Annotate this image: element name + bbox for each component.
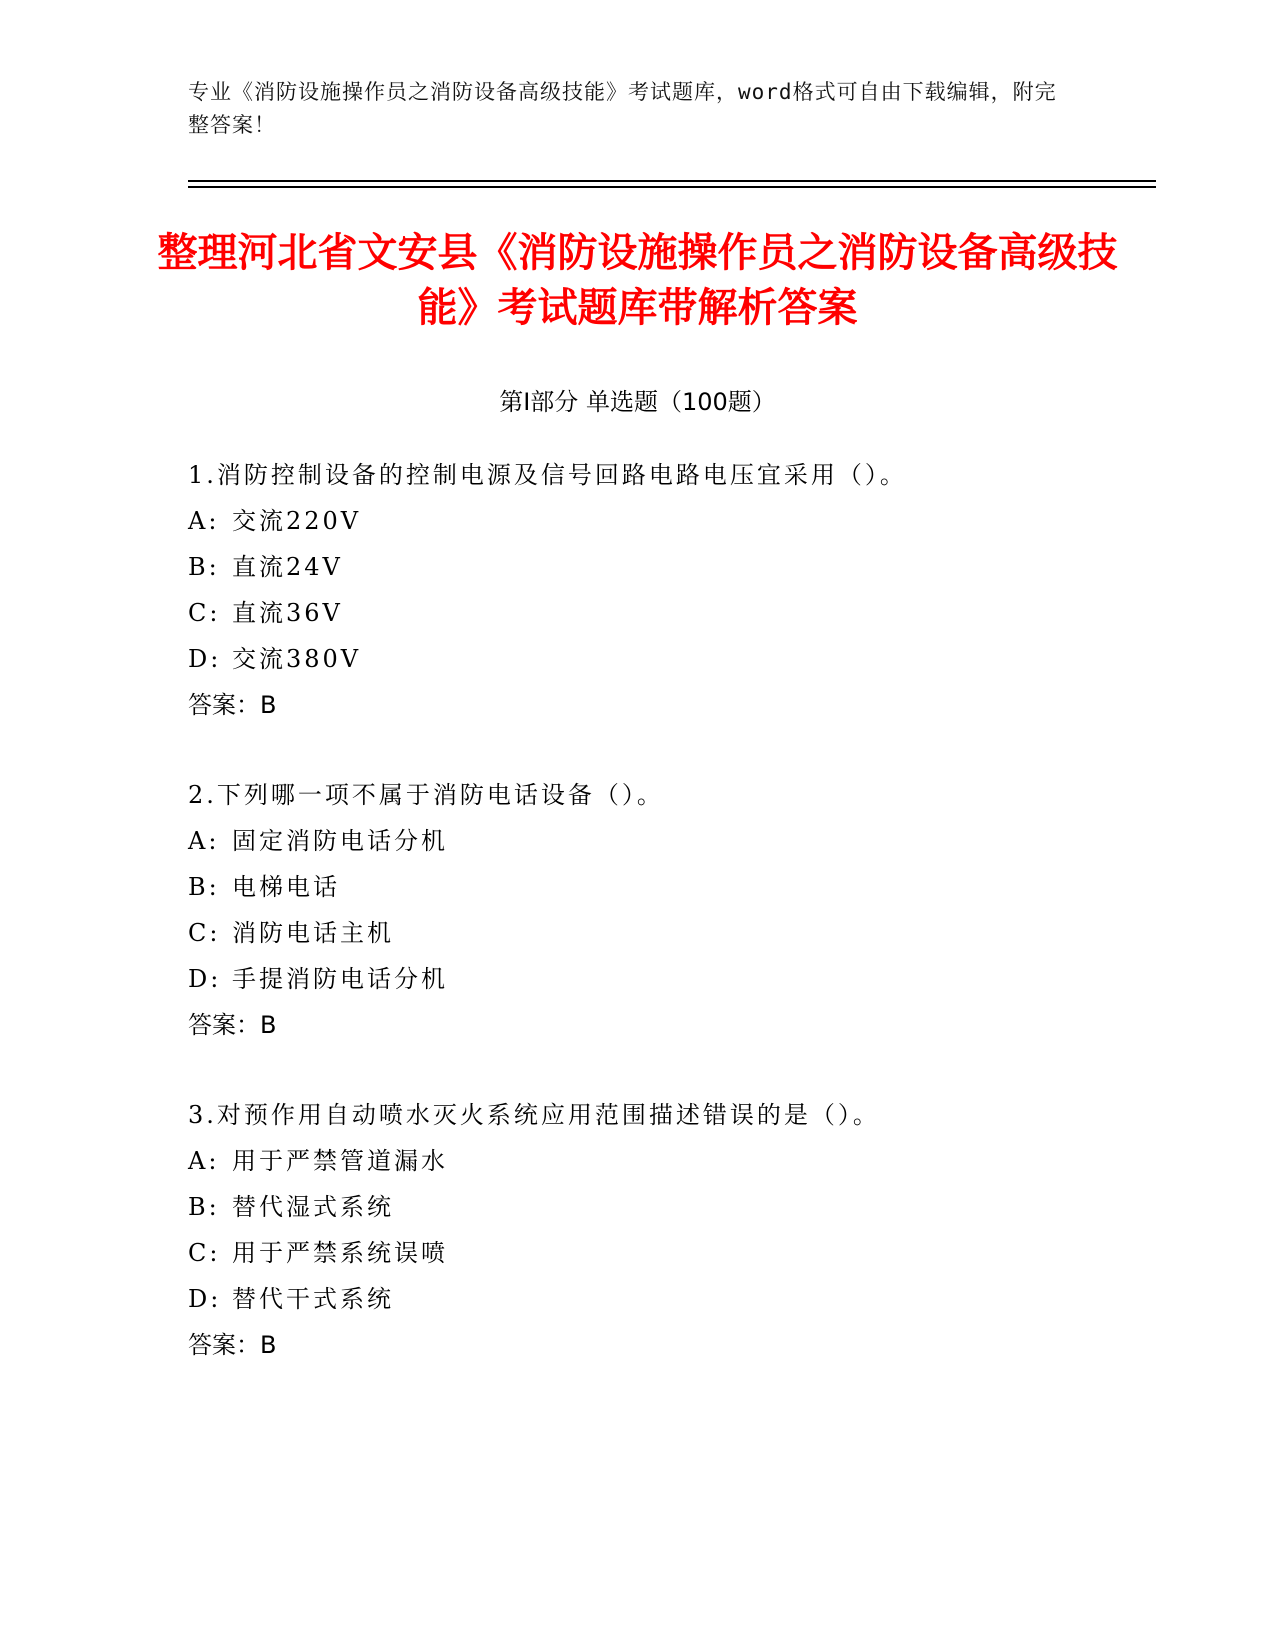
option-key: B: <box>188 553 220 581</box>
option-key: C: <box>188 1239 221 1267</box>
option-d <box>188 1276 1148 1322</box>
option-d <box>188 956 1148 1002</box>
document-title: 整理河北省文安县《消防设施操作员之消防设备高级技能》考试题库带解析答案 <box>157 230 1118 331</box>
option-a <box>188 818 1148 864</box>
option-text: 固定消防电话分机 <box>232 827 448 855</box>
answer-line: 答案：B <box>188 1011 277 1039</box>
question-stem: 1.消防控制设备的控制电源及信号回路电路电压宜采用（）。 <box>188 461 907 489</box>
option-key: A: <box>188 507 220 535</box>
option-key: C: <box>188 599 221 627</box>
answer-line: 答案：B <box>188 1331 277 1359</box>
question-stem: 3.对预作用自动喷水灭火系统应用范围描述错误的是（）。 <box>188 1101 880 1129</box>
option-key: C: <box>188 919 221 947</box>
option-a <box>188 1138 1148 1184</box>
option-b <box>188 1184 1148 1230</box>
option-text: 替代湿式系统 <box>232 1193 394 1221</box>
section-heading: 第Ⅰ部分 单选题（100题） <box>499 388 776 416</box>
option-text: 直流24V <box>232 553 343 581</box>
option-text: 交流220V <box>232 507 362 535</box>
option-a <box>188 498 1148 544</box>
question-block <box>188 452 1148 728</box>
header-note: 专业《消防设施操作员之消防设备高级技能》考试题库，word格式可自由下载编辑，附完整答案！ <box>188 80 1057 137</box>
option-key: A: <box>188 1147 220 1175</box>
answer-line: 答案：B <box>188 691 277 719</box>
question-stem: 2.下列哪一项不属于消防电话设备（）。 <box>188 781 664 809</box>
option-c <box>188 910 1148 956</box>
option-text: 消防电话主机 <box>232 919 394 947</box>
option-text: 电梯电话 <box>232 873 340 901</box>
option-key: D: <box>188 965 222 993</box>
option-key: D: <box>188 1285 222 1313</box>
option-c <box>188 590 1148 636</box>
option-text: 交流380V <box>232 645 362 673</box>
option-text: 替代干式系统 <box>232 1285 394 1313</box>
question-block <box>188 1092 1148 1368</box>
option-b <box>188 544 1148 590</box>
option-key: B: <box>188 1193 220 1221</box>
option-key: B: <box>188 873 220 901</box>
option-key: A: <box>188 827 220 855</box>
question-block <box>188 772 1148 1048</box>
option-c <box>188 1230 1148 1276</box>
option-key: D: <box>188 645 222 673</box>
header-divider-bottom <box>188 186 1156 188</box>
option-text: 用于严禁系统误喷 <box>232 1239 448 1267</box>
option-d <box>188 636 1148 682</box>
option-text: 用于严禁管道漏水 <box>232 1147 448 1175</box>
header-divider-top <box>188 180 1156 182</box>
option-text: 手提消防电话分机 <box>232 965 448 993</box>
option-text: 直流36V <box>232 599 343 627</box>
option-b <box>188 864 1148 910</box>
